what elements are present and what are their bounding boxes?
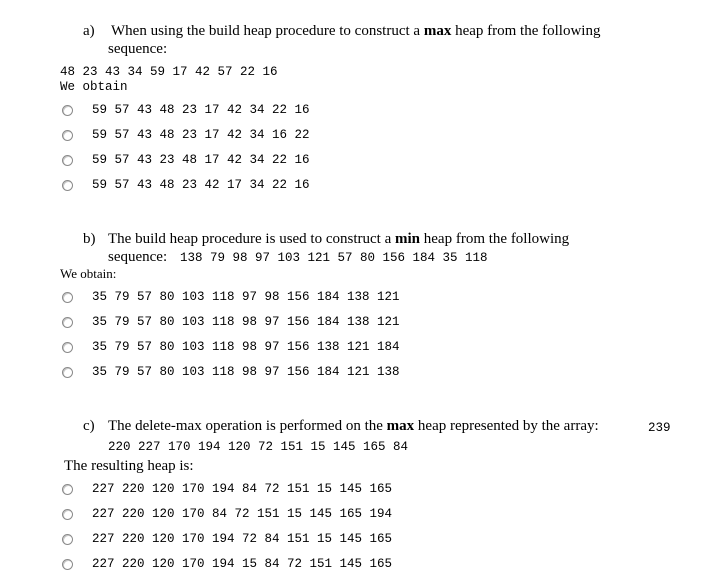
- question-a-label: a): [83, 23, 95, 39]
- question-c-option-4-radio[interactable]: [62, 559, 73, 570]
- question-a-option-3-label: 59 57 43 23 48 17 42 34 22 16: [92, 153, 310, 167]
- question-b-label: b): [83, 231, 96, 247]
- question-c-array-rest: 220 227 170 194 120 72 151 15 145 165 84: [108, 440, 409, 454]
- question-b-option-1-label: 35 79 57 80 103 118 97 98 156 184 138 121: [92, 290, 400, 304]
- question-a-keyword: max: [423, 23, 452, 39]
- question-c-option-1-label: 227 220 120 170 194 84 72 151 15 145 165: [92, 482, 393, 496]
- question-c-text: The delete-max operation is performed on the max heap represented by the array:: [108, 418, 599, 434]
- question-b-option-2-label: 35 79 57 80 103 118 98 97 156 184 138 121: [92, 315, 400, 329]
- question-c-label: c): [83, 418, 95, 434]
- question-b-option-4-radio[interactable]: [62, 367, 73, 378]
- question-a-prompt: We obtain: [60, 80, 128, 94]
- question-a-option-4-label: 59 57 43 48 23 42 17 34 22 16: [92, 178, 310, 192]
- question-b-option-2-radio[interactable]: [62, 317, 73, 328]
- question-c-option-3-label: 227 220 120 170 194 72 84 151 15 145 165: [92, 532, 393, 546]
- question-a-sequence: 48 23 43 34 59 17 42 57 22 16: [60, 65, 278, 79]
- question-b-prompt: We obtain:: [60, 266, 117, 281]
- question-a-text-line2: sequence:: [108, 41, 168, 57]
- question-b-text-line2: sequence:: [108, 249, 168, 265]
- question-a-option-3-radio[interactable]: [62, 155, 73, 166]
- question-c-prompt: The resulting heap is:: [64, 458, 194, 474]
- question-c-array-first: 239: [648, 421, 671, 435]
- question-c-option-2-label: 227 220 120 170 84 72 151 15 145 165 194: [92, 507, 393, 521]
- question-b-option-3-label: 35 79 57 80 103 118 98 97 156 138 121 184: [92, 340, 400, 354]
- question-a-text: When using the build heap procedure to construct a max heap from the following: [111, 23, 601, 39]
- question-c-option-3-radio[interactable]: [62, 534, 73, 545]
- question-c-option-2-radio[interactable]: [62, 509, 73, 520]
- question-a-option-4-radio[interactable]: [62, 180, 73, 191]
- question-c-keyword: max: [386, 418, 415, 434]
- question-b-sequence: 138 79 98 97 103 121 57 80 156 184 35 118: [180, 251, 488, 265]
- question-c-option-4-label: 227 220 120 170 194 15 84 72 151 145 165: [92, 557, 393, 571]
- question-b-keyword: min: [395, 231, 421, 247]
- question-a-option-2-label: 59 57 43 48 23 17 42 34 16 22: [92, 128, 310, 142]
- question-a-option-2-radio[interactable]: [62, 130, 73, 141]
- question-b-text: The build heap procedure is used to construct a min heap from the following: [108, 231, 570, 247]
- question-c-option-1-radio[interactable]: [62, 484, 73, 495]
- question-b-option-3-radio[interactable]: [62, 342, 73, 353]
- question-a-option-1-label: 59 57 43 48 23 17 42 34 22 16: [92, 103, 310, 117]
- question-b-option-1-radio[interactable]: [62, 292, 73, 303]
- question-b-option-4-label: 35 79 57 80 103 118 98 97 156 184 121 138: [92, 365, 400, 379]
- question-a-option-1-radio[interactable]: [62, 105, 73, 116]
